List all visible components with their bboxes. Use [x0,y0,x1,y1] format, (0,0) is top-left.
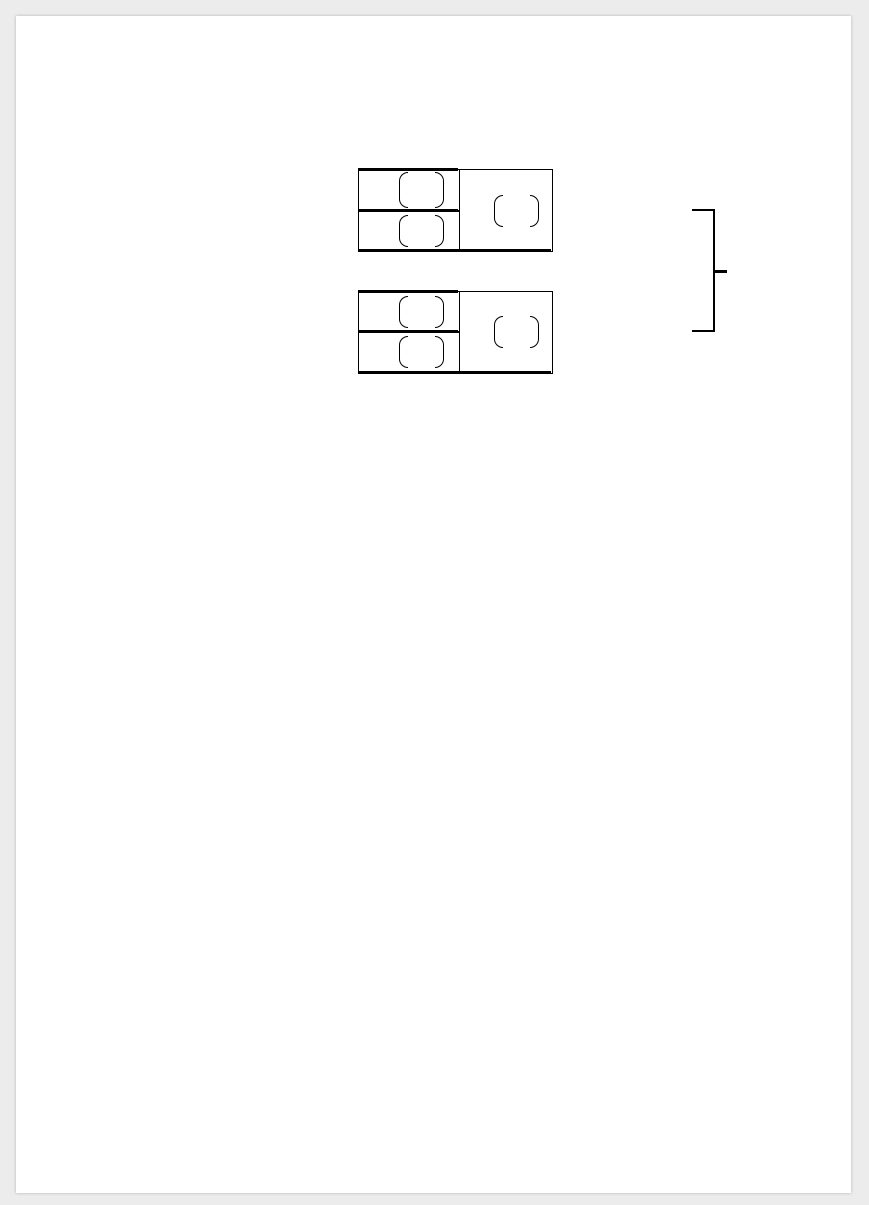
semi-box [358,169,553,252]
finalist-line [692,209,714,211]
semi-line-bottom [358,249,551,252]
semi-box [358,291,553,374]
semi-paren-right [530,316,539,348]
final-winner-line [713,270,727,273]
semi-paren-right [530,195,539,227]
results-sheet [16,16,851,1193]
finalist-line [692,330,714,332]
semi-paren-left [494,316,503,348]
semi-paren-left [494,195,503,227]
semi-line-bottom [358,371,551,374]
